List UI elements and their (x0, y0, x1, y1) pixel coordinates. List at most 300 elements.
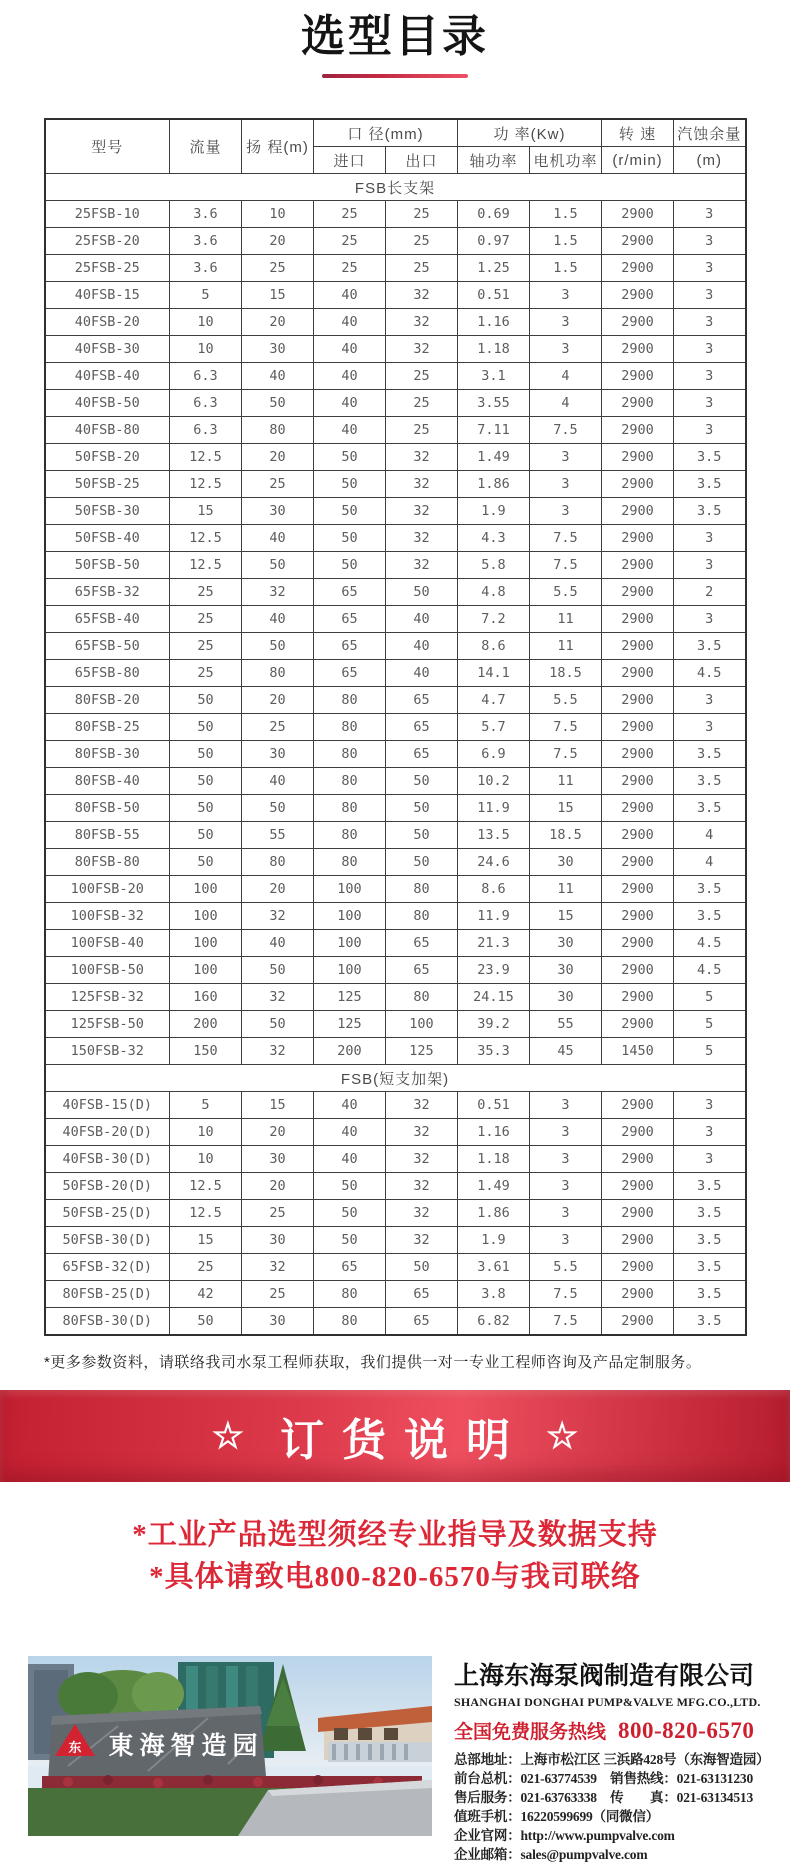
col-header-diameter: 口 径(mm) (314, 119, 458, 147)
cell-value: 3.5 (674, 1200, 746, 1227)
cell-value: 32 (386, 552, 458, 579)
cell-value: 5 (674, 1011, 746, 1038)
cell-value: 2900 (602, 606, 674, 633)
cell-value: 18.5 (530, 660, 602, 687)
cell-model: 40FSB-40 (45, 363, 170, 390)
cell-value: 30 (530, 984, 602, 1011)
cell-value: 40 (386, 606, 458, 633)
table-row (45, 1254, 746, 1281)
cell-value: 3 (530, 444, 602, 471)
cell-value: 25 (386, 390, 458, 417)
cell-value: 100 (386, 1011, 458, 1038)
cell-value: 50 (314, 552, 386, 579)
cell-value: 65 (386, 741, 458, 768)
table-row (45, 795, 746, 822)
cell-value: 1.18 (458, 1146, 530, 1173)
cell-value: 25 (170, 606, 242, 633)
cell-value: 80 (314, 768, 386, 795)
cell-value: 5 (170, 282, 242, 309)
cell-value: 4 (530, 390, 602, 417)
cell-value: 40 (314, 363, 386, 390)
cell-model: 50FSB-20 (45, 444, 170, 471)
cell-value: 2900 (602, 282, 674, 309)
cell-value: 30 (242, 741, 314, 768)
col-header-speed: 转 速 (602, 119, 674, 147)
cell-value: 4.5 (674, 930, 746, 957)
cell-value: 150 (170, 1038, 242, 1065)
cell-value: 12.5 (170, 525, 242, 552)
cell-value: 25 (170, 633, 242, 660)
col-header-motor-power: 电机功率 (530, 147, 602, 174)
cell-value: 3 (530, 309, 602, 336)
cell-value: 200 (170, 1011, 242, 1038)
cell-value: 3.5 (674, 1308, 746, 1336)
cell-value: 3.5 (674, 633, 746, 660)
cell-model: 65FSB-32(D) (45, 1254, 170, 1281)
table-row (45, 1308, 746, 1336)
cell-value: 40 (386, 633, 458, 660)
cell-value: 10 (170, 1146, 242, 1173)
cell-value: 40 (314, 282, 386, 309)
cell-value: 25 (314, 255, 386, 282)
cell-value: 65 (314, 660, 386, 687)
contact-line-address: 总部地址：上海市松江区 三浜路428号（东海智造园） (454, 1752, 770, 1767)
cell-value: 2900 (602, 876, 674, 903)
table-row (45, 336, 746, 363)
cell-value: 3 (674, 417, 746, 444)
cell-value: 7.5 (530, 417, 602, 444)
cell-value: 2900 (602, 1227, 674, 1254)
cell-value: 80 (314, 1281, 386, 1308)
cell-value: 18.5 (530, 822, 602, 849)
cell-value: 1.9 (458, 498, 530, 525)
table-row (45, 255, 746, 282)
cell-value: 15 (530, 903, 602, 930)
cell-value: 80 (242, 849, 314, 876)
cell-value: 32 (242, 1038, 314, 1065)
cell-value: 40 (242, 930, 314, 957)
cell-value: 8.6 (458, 633, 530, 660)
cell-value: 4 (530, 363, 602, 390)
cell-value: 50 (386, 768, 458, 795)
col-header-npsh-unit: (m) (674, 147, 746, 174)
cell-value: 3.6 (170, 255, 242, 282)
cell-model: 80FSB-25 (45, 714, 170, 741)
cell-value: 3.5 (674, 444, 746, 471)
cell-model: 40FSB-20(D) (45, 1119, 170, 1146)
cell-value: 3 (530, 336, 602, 363)
table-row (45, 1281, 746, 1308)
cell-value: 2900 (602, 444, 674, 471)
cell-value: 23.9 (458, 957, 530, 984)
table-row (45, 309, 746, 336)
cell-value: 50 (170, 741, 242, 768)
cell-value: 40 (242, 525, 314, 552)
table-row (45, 417, 746, 444)
cell-value: 3 (530, 1173, 602, 1200)
cell-value: 12.5 (170, 1200, 242, 1227)
cell-value: 50 (314, 471, 386, 498)
cell-value: 3.5 (674, 1254, 746, 1281)
cell-value: 32 (386, 525, 458, 552)
cell-value: 40 (314, 336, 386, 363)
cell-value: 20 (242, 687, 314, 714)
cell-value: 8.6 (458, 876, 530, 903)
cell-value: 30 (242, 1146, 314, 1173)
cell-value: 14.1 (458, 660, 530, 687)
page-title: 选型目录 (301, 12, 489, 61)
cell-value: 50 (170, 687, 242, 714)
cell-value: 30 (530, 930, 602, 957)
cell-value: 3.61 (458, 1254, 530, 1281)
cell-value: 40 (242, 363, 314, 390)
cell-model: 40FSB-30(D) (45, 1146, 170, 1173)
cell-value: 2900 (602, 201, 674, 228)
cell-value: 5 (674, 984, 746, 1011)
cell-value: 2900 (602, 957, 674, 984)
cell-value: 2900 (602, 1281, 674, 1308)
cell-value: 25 (170, 660, 242, 687)
cell-value: 25 (170, 579, 242, 606)
cell-value: 5.5 (530, 687, 602, 714)
cell-value: 2900 (602, 525, 674, 552)
col-header-npsh: 汽蚀余量 (674, 119, 746, 147)
hotline (454, 1717, 760, 1744)
contact-line-mobile: 值班手机：16220599699（同微信） (454, 1809, 660, 1824)
cell-value: 2900 (602, 255, 674, 282)
cell-value: 2900 (602, 552, 674, 579)
table-row (45, 606, 746, 633)
cell-value: 1450 (602, 1038, 674, 1065)
cell-value: 5 (674, 1038, 746, 1065)
cell-value: 125 (314, 984, 386, 1011)
cell-value: 3.5 (674, 498, 746, 525)
cell-value: 4.3 (458, 525, 530, 552)
cell-model: 65FSB-80 (45, 660, 170, 687)
cell-value: 20 (242, 228, 314, 255)
company-photo (28, 1656, 432, 1836)
cell-value: 7.5 (530, 1308, 602, 1336)
cell-value: 3 (674, 525, 746, 552)
cell-model: 40FSB-80 (45, 417, 170, 444)
cell-value: 5.7 (458, 714, 530, 741)
cell-value: 3 (674, 309, 746, 336)
cell-value: 2900 (602, 930, 674, 957)
cell-model: 50FSB-40 (45, 525, 170, 552)
cell-value: 0.69 (458, 201, 530, 228)
col-header-flow: 流量 (170, 119, 242, 174)
cell-value: 5.5 (530, 579, 602, 606)
cell-value: 50 (170, 768, 242, 795)
col-header-model: 型号 (45, 119, 170, 174)
cell-value: 32 (386, 444, 458, 471)
cell-value: 3 (674, 687, 746, 714)
cell-value: 0.51 (458, 282, 530, 309)
cell-value: 100 (314, 957, 386, 984)
table-row (45, 552, 746, 579)
table-body (45, 174, 746, 1336)
cell-value: 25 (242, 471, 314, 498)
cell-value: 25 (170, 1254, 242, 1281)
cell-value: 1.49 (458, 444, 530, 471)
table-row (45, 498, 746, 525)
cell-value: 1.49 (458, 1173, 530, 1200)
company-section (28, 1656, 770, 1864)
cell-value: 50 (242, 957, 314, 984)
cell-value: 32 (386, 1227, 458, 1254)
cell-value: 2900 (602, 849, 674, 876)
cell-value: 3 (674, 1092, 746, 1119)
table-section-title: FSB长支架 (45, 174, 746, 201)
company-logo-glyph: 东 (68, 1740, 82, 1755)
cell-value: 65 (386, 930, 458, 957)
cell-value: 3.55 (458, 390, 530, 417)
cell-value: 24.15 (458, 984, 530, 1011)
cell-value: 80 (314, 795, 386, 822)
cell-value: 11 (530, 768, 602, 795)
cell-value: 32 (386, 336, 458, 363)
cell-value: 35.3 (458, 1038, 530, 1065)
cell-value: 7.5 (530, 741, 602, 768)
cell-value: 6.3 (170, 363, 242, 390)
cell-value: 10.2 (458, 768, 530, 795)
cell-value: 3.8 (458, 1281, 530, 1308)
cell-value: 32 (386, 1146, 458, 1173)
cell-value: 3.5 (674, 471, 746, 498)
cell-value: 3 (674, 255, 746, 282)
cell-value: 25 (242, 255, 314, 282)
cell-value: 80 (242, 417, 314, 444)
table-row (45, 957, 746, 984)
table-row (45, 282, 746, 309)
cell-value: 2900 (602, 903, 674, 930)
table-row (45, 822, 746, 849)
cell-value: 2900 (602, 1119, 674, 1146)
cell-value: 5.5 (530, 1254, 602, 1281)
cell-value: 10 (170, 336, 242, 363)
cell-model: 100FSB-20 (45, 876, 170, 903)
cell-value: 7.5 (530, 525, 602, 552)
hotline-number: 800-820-6570 (618, 1718, 755, 1743)
cell-model: 65FSB-40 (45, 606, 170, 633)
cell-value: 25 (314, 201, 386, 228)
cell-value: 2900 (602, 471, 674, 498)
cell-value: 6.82 (458, 1308, 530, 1336)
cell-value: 80 (314, 822, 386, 849)
cell-value: 50 (170, 1308, 242, 1336)
table-row (45, 714, 746, 741)
cell-value: 3.5 (674, 1173, 746, 1200)
cell-value: 1.86 (458, 471, 530, 498)
cell-value: 1.86 (458, 1200, 530, 1227)
cell-value: 50 (242, 390, 314, 417)
cell-value: 125 (386, 1038, 458, 1065)
cell-value: 2900 (602, 309, 674, 336)
table-row (45, 741, 746, 768)
table-header (45, 119, 746, 174)
cell-value: 10 (170, 1119, 242, 1146)
cell-value: 12.5 (170, 552, 242, 579)
company-name-cn: 上海东海泵阀制造有限公司 (454, 1662, 755, 1690)
cell-model: 50FSB-25 (45, 471, 170, 498)
cell-model: 40FSB-20 (45, 309, 170, 336)
cell-value: 65 (314, 606, 386, 633)
cell-value: 0.51 (458, 1092, 530, 1119)
cell-value: 50 (242, 633, 314, 660)
cell-model: 25FSB-25 (45, 255, 170, 282)
cell-value: 2900 (602, 579, 674, 606)
cell-value: 2900 (602, 822, 674, 849)
cell-value: 7.2 (458, 606, 530, 633)
cell-value: 2900 (602, 1308, 674, 1336)
cell-value: 21.3 (458, 930, 530, 957)
cell-value: 50 (386, 579, 458, 606)
cell-value: 2900 (602, 795, 674, 822)
table-footnote: *更多参数资料，请联络我司水泵工程师获取，我们提供一对一专业工程师咨询及产品定制服务。 (44, 1354, 702, 1371)
cell-value: 3 (530, 1119, 602, 1146)
cell-value: 2900 (602, 390, 674, 417)
cell-value: 11 (530, 876, 602, 903)
cell-value: 7.5 (530, 714, 602, 741)
cell-model: 50FSB-25(D) (45, 1200, 170, 1227)
table-row (45, 1227, 746, 1254)
table-section-title: FSB(短支加架) (45, 1065, 746, 1092)
cell-value: 15 (530, 795, 602, 822)
cell-value: 1.5 (530, 255, 602, 282)
table-row (45, 390, 746, 417)
cell-value: 100 (314, 876, 386, 903)
cell-value: 4.7 (458, 687, 530, 714)
cell-value: 32 (386, 1200, 458, 1227)
cell-value: 6.3 (170, 417, 242, 444)
cell-model: 80FSB-20 (45, 687, 170, 714)
cell-value: 32 (386, 471, 458, 498)
cell-value: 3.6 (170, 201, 242, 228)
cell-value: 50 (170, 714, 242, 741)
contact-line-front-desk: 前台总机：021-63774539 销售热线：021-63131230 (454, 1771, 753, 1786)
cell-value: 3 (674, 228, 746, 255)
cell-value: 80 (314, 714, 386, 741)
cell-value: 125 (314, 1011, 386, 1038)
cell-model: 50FSB-50 (45, 552, 170, 579)
cell-value: 50 (314, 444, 386, 471)
cell-value: 2900 (602, 768, 674, 795)
hotline-label: 全国免费服务热线 (454, 1722, 607, 1743)
company-name-en: SHANGHAI DONGHAI PUMP&VALVE MFG.CO.,LTD. (454, 1695, 761, 1709)
cell-value: 15 (242, 1092, 314, 1119)
cell-value: 160 (170, 984, 242, 1011)
cell-value: 25 (386, 228, 458, 255)
cell-value: 20 (242, 309, 314, 336)
cell-value: 3 (674, 390, 746, 417)
company-info (454, 1656, 770, 1864)
cell-value: 0.97 (458, 228, 530, 255)
star-icon: ☆ (211, 1415, 244, 1456)
cell-value: 100 (170, 876, 242, 903)
cell-value: 2900 (602, 1200, 674, 1227)
col-header-power: 功 率(Kw) (458, 119, 602, 147)
cell-value: 80 (314, 849, 386, 876)
cell-value: 3 (530, 1092, 602, 1119)
cell-model: 80FSB-50 (45, 795, 170, 822)
contact-line-after-sales: 售后服务：021-63763338 传 真：021-63134513 (454, 1790, 753, 1805)
cell-value: 32 (386, 1119, 458, 1146)
cell-value: 80 (314, 687, 386, 714)
cell-value: 50 (170, 795, 242, 822)
cell-model: 80FSB-25(D) (45, 1281, 170, 1308)
cell-value: 15 (242, 282, 314, 309)
cell-value: 3 (530, 1146, 602, 1173)
cell-model: 80FSB-55 (45, 822, 170, 849)
cell-value: 2900 (602, 336, 674, 363)
table-row (45, 687, 746, 714)
cell-value: 65 (386, 687, 458, 714)
cell-model: 40FSB-15(D) (45, 1092, 170, 1119)
cell-value: 39.2 (458, 1011, 530, 1038)
cell-value: 100 (314, 903, 386, 930)
cell-value: 2900 (602, 363, 674, 390)
cell-value: 1.16 (458, 1119, 530, 1146)
table-row (45, 633, 746, 660)
cell-value: 11.9 (458, 795, 530, 822)
cell-value: 12.5 (170, 471, 242, 498)
table-row (45, 930, 746, 957)
cell-value: 2 (674, 579, 746, 606)
cell-model: 100FSB-32 (45, 903, 170, 930)
cell-value: 80 (386, 984, 458, 1011)
cell-value: 50 (386, 849, 458, 876)
cell-value: 3 (530, 498, 602, 525)
table-row (45, 1092, 746, 1119)
cell-value: 1.25 (458, 255, 530, 282)
table-row (45, 1119, 746, 1146)
cell-value: 30 (242, 498, 314, 525)
cell-value: 40 (314, 309, 386, 336)
cell-value: 200 (314, 1038, 386, 1065)
cell-value: 4 (674, 849, 746, 876)
cell-value: 50 (314, 1227, 386, 1254)
cell-value: 40 (386, 660, 458, 687)
col-header-outlet: 出口 (386, 147, 458, 174)
table-row (45, 849, 746, 876)
cell-value: 3 (674, 282, 746, 309)
cell-value: 3.5 (674, 741, 746, 768)
table-row (45, 1173, 746, 1200)
cell-model: 80FSB-80 (45, 849, 170, 876)
cell-value: 3 (530, 282, 602, 309)
cell-model: 100FSB-50 (45, 957, 170, 984)
cell-value: 65 (386, 1281, 458, 1308)
cell-value: 11 (530, 633, 602, 660)
table-section-row (45, 174, 746, 201)
cell-value: 13.5 (458, 822, 530, 849)
cell-value: 12.5 (170, 444, 242, 471)
table-section-row (45, 1065, 746, 1092)
cell-value: 100 (314, 930, 386, 957)
cell-value: 20 (242, 444, 314, 471)
cell-value: 3 (530, 1227, 602, 1254)
cell-value: 15 (170, 498, 242, 525)
cell-value: 3 (674, 363, 746, 390)
cell-value: 4.5 (674, 660, 746, 687)
cell-value: 6.9 (458, 741, 530, 768)
cell-value: 40 (314, 1119, 386, 1146)
cell-value: 3 (530, 471, 602, 498)
cell-value: 3 (674, 201, 746, 228)
cell-value: 3 (674, 336, 746, 363)
cell-value: 3.5 (674, 1281, 746, 1308)
cell-value: 1.5 (530, 228, 602, 255)
